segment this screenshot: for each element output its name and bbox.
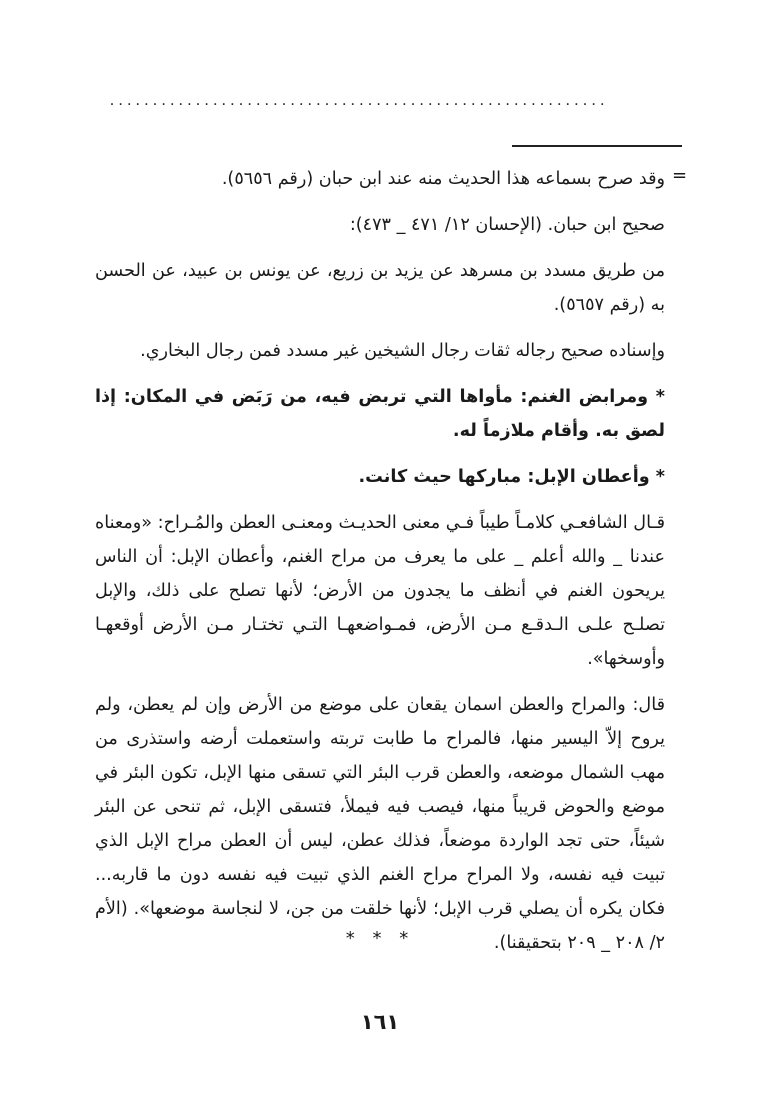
paragraph-shafii-quote: قـال الشافعـي كلامـاً طيباً فـي معنى الحديـث ومعنـى العطن والمُـراح: «ومعناه عندنا _ والله أعلم _ على ما يعرف من مراح الغنم، وأعطان الإبل: أن الناس يريحون الغنم في أنظف ما يجدون من الأرض؛ لأنها تصلح على ذلك، والإبل تصلـح علـى الـدقـع مـن الأرض، فمـواضعهـا التـي تختـار مـن الأرض أوقعهـا وأوسخها».: [95, 513, 665, 669]
section-separator-stars: * * *: [345, 928, 415, 949]
paragraph-marabid-definition: * ومرابض الغنم: مأواها التي تربض فيه، من رَبَض في المكان: إذا لصق به. وأقام ملازماً له.: [95, 387, 665, 441]
paragraph-sahih-ibn-hibban: صحيح ابن حبان. (الإحسان ١٢/ ٤٧١ _ ٤٧٣):: [349, 215, 665, 235]
dotted-separator: ..........................................................: [110, 92, 609, 109]
paragraph-isnad-grading: وإسناده صحيح رجاله ثقات رجال الشيخين غير مسدد فمن رجال البخاري.: [140, 341, 665, 361]
page-number: ١٦١: [360, 1010, 400, 1034]
paragraph-ibn-hibban-hearing: وقد صرح بسماعه هذا الحديث منه عند ابن حبان (رقم ٥٦٥٦).: [221, 169, 665, 189]
paragraph-atan-definition: * وأعطان الإبل: مباركها حيث كانت.: [358, 467, 665, 487]
paragraph-chain-of-narration: من طريق مسدد بن مسرهد عن يزيد بن زريع، عن يونس بن عبيد، عن الحسن به (رقم ٥٦٥٧).: [95, 261, 665, 315]
paragraph-murah-atan-explanation: قال: والمراح والعطن اسمان يقعان على موضع من الأرض وإن لم يعطن، ولم يروح إلاّ اليسير منها، فالمراح ما طابت تربته واستعملت أرضه واستذرى من مهب الشمال موضعه، والعطن قرب البئر التي تسقى منها الإبل، تكون البئر في موضع والحوض قريباً منها، فيصب فيه فيملأ، فتسقى الإبل، ثم تنحى عن البئر شيئاً، حتى تجد الواردة موضعاً، فذلك عطن، ليس أن العطن مراح الإبل الذي تبيت فيه نفسه، ولا المراح مراح الغنم الذي تبيت فيه نفسه دون ما قاربه... فكان يكره أن يصلي قرب الإبل؛ لأنها خلقت من جن، لا لنجاسة موضعها». (الأم ٢/ ٢٠٨ _ ٢٠٩ بتحقيقنا).: [95, 695, 665, 953]
continuation-mark: =: [672, 165, 688, 186]
footnote-body: [95, 162, 665, 960]
footnote-rule: [512, 145, 682, 147]
